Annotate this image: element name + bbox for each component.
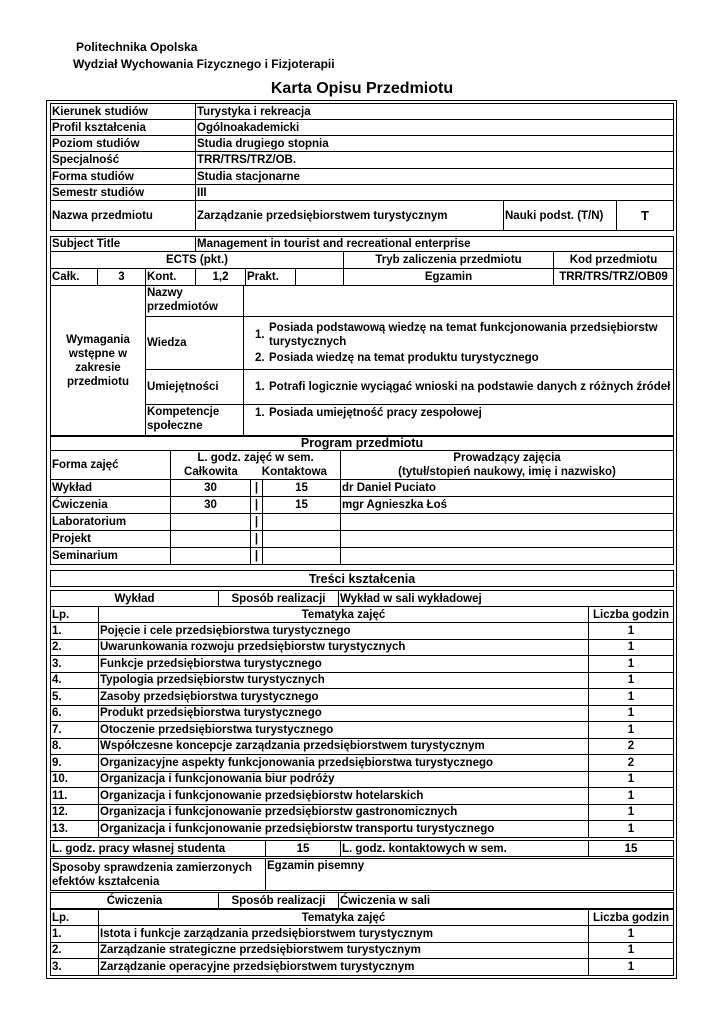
hours-total: [171, 531, 251, 548]
topic-hours: 1: [589, 804, 674, 821]
lecture-method-label: Sposób realizacji: [219, 591, 339, 607]
table-row: [51, 755, 674, 772]
item-text: Posiada podstawową wiedzę na temat funkcjonowania przedsiębiorstw turystycznych: [269, 322, 658, 348]
exercises-method-value: Ćwiczenia w sali: [339, 893, 674, 909]
lp-header: Lp.: [51, 607, 99, 623]
hours-separator: |: [251, 497, 263, 514]
topic-hours: 1: [589, 656, 674, 673]
hours-contact-label: Kontaktowa: [261, 466, 327, 478]
table-row: [51, 804, 674, 821]
info-label: Poziom studiów: [51, 136, 196, 152]
topic-text: Pojęcie i cele przedsiębiorstwa turystycznego: [99, 623, 589, 640]
lecture-topics-table: [50, 606, 674, 838]
basic-sciences-value: T: [617, 201, 674, 231]
table-row: [51, 705, 674, 722]
topic-lp: 8.: [51, 738, 99, 755]
exam-mode-value: Egzamin: [344, 269, 554, 286]
page-title: Karta Opisu Przedmiotu: [270, 80, 454, 97]
topic-text: Istota i funkcje zarządzania przedsiębiorstwem turystycznym: [99, 926, 589, 943]
teacher-header-line-1: Prowadzący zajęcia: [453, 452, 561, 464]
hours-total: 30: [171, 497, 251, 514]
exercises-label: Ćwiczenia: [51, 893, 219, 909]
topic-text: Uwarunkowania rozwoju przedsiębiorstw turystycznych: [99, 639, 589, 656]
item-number: 1.: [255, 381, 265, 393]
verification-table: [50, 858, 674, 891]
table-row: [51, 722, 674, 739]
knowledge-list: [244, 317, 674, 370]
form-label: Forma zajęć: [51, 451, 171, 480]
info-value: TRR/TRS/TRZ/OB.: [196, 152, 674, 169]
skills-label: Umiejętności: [146, 370, 244, 405]
info-label: Kierunek studiów: [51, 104, 196, 120]
exercises-method-table: [50, 892, 674, 909]
info-row: [51, 120, 674, 136]
table-row: [51, 738, 674, 755]
topic-hours: 1: [589, 639, 674, 656]
ects-header: ECTS (pkt.): [51, 252, 344, 269]
hours-header: [171, 451, 341, 480]
topic-hours: 1: [589, 705, 674, 722]
info-label: Profil kształcenia: [51, 120, 196, 136]
topic-text: Typologia przedsiębiorstw turystycznych: [99, 672, 589, 689]
subject-name-value: Zarządzanie przedsiębiorstwem turystycznym: [196, 201, 504, 231]
ects-total-value: 3: [98, 269, 146, 286]
hours-total: [171, 514, 251, 531]
hours-contact: 15: [263, 480, 341, 497]
program-row: [51, 497, 674, 514]
subject-row: [51, 201, 674, 231]
topic-hours: 2: [589, 755, 674, 772]
program-title: Program przedmiotu: [51, 436, 674, 451]
hours-separator: |: [251, 514, 263, 531]
topic-hours: 1: [589, 722, 674, 739]
hours-separator: |: [251, 480, 263, 497]
topic-text: Funkcje przedsiębiorstwa turystycznego: [99, 656, 589, 673]
topic-hours: 1: [589, 623, 674, 640]
hours-total: [171, 548, 251, 565]
table-row: [51, 942, 674, 959]
exercises-topics-table: [50, 909, 674, 976]
contact-hours-label: L. godz. kontaktowych w sem.: [341, 841, 589, 857]
info-value: Studia stacjonarne: [196, 169, 674, 185]
item-text: Potrafi logicznie wyciągać wnioski na podstawie danych z różnych źródeł: [269, 381, 671, 393]
lecture-method-table: [50, 590, 674, 607]
info-table: [50, 103, 674, 231]
teacher-name: [341, 531, 674, 548]
topic-lp: 5.: [51, 689, 99, 706]
info-value: Ogólnoakademicki: [196, 120, 674, 136]
topic-lp: 1.: [51, 926, 99, 943]
self-work-label: L. godz. pracy własnej studenta: [51, 841, 266, 857]
course-code-value: TRR/TRS/TRZ/OB09: [554, 269, 674, 286]
topic-lp: 2.: [51, 942, 99, 959]
topic-text: Zarządzanie strategiczne przedsiębiorstwem turystycznym: [99, 942, 589, 959]
program-row: [51, 480, 674, 497]
topic-text: Organizacyjne aspekty funkcjonowania przedsiębiorstwa turystycznego: [99, 755, 589, 772]
lp-header: Lp.: [51, 910, 99, 926]
table-row: [51, 926, 674, 943]
topic-hours: 1: [589, 942, 674, 959]
hours-separator: |: [251, 548, 263, 565]
topic-lp: 3.: [51, 656, 99, 673]
topic-text: Organizacja i funkcjonowanie przedsiębiorstw hotelarskich: [99, 788, 589, 805]
course-code-header: Kod przedmiotu: [554, 252, 674, 269]
topic-text: Organizacja i funkcjonowanie przedsiębiorstw gastronomicznych: [99, 804, 589, 821]
university-name: Politechnika Opolska: [76, 40, 198, 54]
form-name: Ćwiczenia: [51, 497, 171, 514]
table-row: [51, 656, 674, 673]
topic-lp: 2.: [51, 639, 99, 656]
knowledge-label: Wiedza: [146, 317, 244, 370]
subject-name-label: Nazwa przedmiotu: [51, 201, 196, 231]
table-row: [51, 672, 674, 689]
topic-hours: 1: [589, 926, 674, 943]
subject-title-label: Subject Title: [51, 237, 196, 252]
topic-text: Organizacja i funkcjonowania biur podróży: [99, 771, 589, 788]
contact-hours-value: 15: [589, 841, 674, 857]
topic-lp: 9.: [51, 755, 99, 772]
prerequisites-table: [50, 285, 674, 437]
competences-item: [245, 406, 672, 420]
competences-label: Kompetencje społeczne: [146, 405, 244, 437]
info-label: Specjalność: [51, 152, 196, 169]
topic-lp: 6.: [51, 705, 99, 722]
program-row: [51, 514, 674, 531]
teacher-name: [341, 514, 674, 531]
hours-header: Liczba godzin: [589, 607, 674, 623]
form-name: Projekt: [51, 531, 171, 548]
topic-text: Zarządzanie operacyjne przedsiębiorstwem turystycznym: [99, 959, 589, 976]
table-row: [51, 639, 674, 656]
table-row: [51, 771, 674, 788]
topic-text: Organizacja i funkcjonowanie przedsiębiorstw transportu turystycznego: [99, 821, 589, 838]
topic-hours: 1: [589, 672, 674, 689]
faculty-name: Wydział Wychowania Fizycznego i Fizjoterapii: [73, 57, 335, 71]
topic-hours: 1: [589, 788, 674, 805]
info-row: [51, 104, 674, 120]
subject-names-value: [244, 286, 674, 317]
ects-practical-value: [296, 269, 344, 286]
knowledge-item: [245, 351, 672, 365]
topic-lp: 3.: [51, 959, 99, 976]
info-value: Studia drugiego stopnia: [196, 136, 674, 152]
competences-list: [244, 405, 674, 437]
subject-title-value: Management in tourist and recreational enterprise: [196, 237, 674, 252]
prerequisites-label: Wymagania wstępne w zakresie przedmiotu: [51, 286, 146, 437]
info-value: Turystyka i rekreacja: [196, 104, 674, 120]
topic-lp: 4.: [51, 672, 99, 689]
hours-total: 30: [171, 480, 251, 497]
ects-contact-value: 1,2: [196, 269, 246, 286]
program-row: [51, 548, 674, 565]
topic-text: Otoczenie przedsiębiorstwa turystycznego: [99, 722, 589, 739]
program-table: [50, 435, 674, 565]
topic-header: Tematyka zajęć: [99, 910, 589, 926]
subject-title-table: [50, 236, 674, 252]
topic-hours: 1: [589, 771, 674, 788]
content-title: Treści kształcenia: [51, 571, 674, 587]
topic-lp: 12.: [51, 804, 99, 821]
exam-mode-header: Tryb zaliczenia przedmiotu: [344, 252, 554, 269]
ects-total-label: Całk.: [51, 269, 98, 286]
item-number: 1.: [255, 329, 265, 341]
teacher-header-line-2: (tytuł/stopień naukowy, imię i nazwisko): [398, 466, 616, 478]
topic-text: Produkt przedsiębiorstwa turystycznego: [99, 705, 589, 722]
topic-lp: 10.: [51, 771, 99, 788]
topic-lp: 1.: [51, 623, 99, 640]
verification-label: Sposoby sprawdzenia zamierzonych efektów kształcenia: [51, 859, 266, 891]
table-row: [51, 959, 674, 976]
info-label: Semestr studiów: [51, 185, 196, 201]
info-row: [51, 136, 674, 152]
exercises-method-label: Sposób realizacji: [219, 893, 339, 909]
form-name: Seminarium: [51, 548, 171, 565]
topic-hours: 1: [589, 689, 674, 706]
self-work-value: 15: [266, 841, 341, 857]
table-row: [51, 788, 674, 805]
hours-separator: |: [251, 531, 263, 548]
topic-lp: 13.: [51, 821, 99, 838]
content-title-table: [50, 570, 674, 587]
hours-contact: [263, 514, 341, 531]
teacher-name: mgr Agnieszka Łoś: [341, 497, 674, 514]
info-row: [51, 152, 674, 169]
teacher-name: dr Daniel Puciato: [341, 480, 674, 497]
topic-lp: 11.: [51, 788, 99, 805]
ects-table: [50, 251, 674, 286]
hours-contact: [263, 548, 341, 565]
lecture-method-value: Wykład w sali wykładowej: [339, 591, 674, 607]
item-text: Posiada wiedzę na temat produktu turystycznego: [269, 352, 539, 364]
hours-header: Liczba godzin: [589, 910, 674, 926]
item-number: 2.: [255, 352, 265, 364]
hours-contact: [263, 531, 341, 548]
info-row: [51, 169, 674, 185]
info-label: Forma studiów: [51, 169, 196, 185]
topic-header: Tematyka zajęć: [99, 607, 589, 623]
table-row: [51, 689, 674, 706]
ects-contact-label: Kont.: [146, 269, 196, 286]
topic-hours: 1: [589, 821, 674, 838]
info-row: [51, 185, 674, 201]
form-name: Laboratorium: [51, 514, 171, 531]
table-row: [51, 623, 674, 640]
topic-text: Zasoby przedsiębiorstwa turystycznego: [99, 689, 589, 706]
info-value: III: [196, 185, 674, 201]
hours-contact: 15: [263, 497, 341, 514]
knowledge-item: [245, 321, 672, 349]
program-row: [51, 531, 674, 548]
basic-sciences-label: Nauki podst. (T/N): [504, 201, 617, 231]
subject-names-label: Nazwy przedmiotów: [146, 286, 244, 317]
item-number: 1.: [255, 407, 265, 419]
skills-item: [245, 380, 672, 394]
skills-list: [244, 370, 674, 405]
lecture-hours-summary: [50, 840, 674, 857]
table-row: [51, 821, 674, 838]
item-text: Posiada umiejętność pracy zespołowej: [269, 407, 482, 419]
hours-header-title: L. godz. zajęć w sem.: [197, 452, 314, 464]
topic-hours: 2: [589, 738, 674, 755]
verification-value: Egzamin pisemny: [266, 859, 674, 891]
hours-total-label: Całkowita: [184, 466, 238, 478]
topic-lp: 7.: [51, 722, 99, 739]
form-name: Wykład: [51, 480, 171, 497]
topic-hours: 1: [589, 959, 674, 976]
topic-text: Współczesne koncepcje zarządzania przedsiębiorstwem turystycznym: [99, 738, 589, 755]
teacher-header: [341, 451, 674, 480]
teacher-name: [341, 548, 674, 565]
lecture-label: Wykład: [51, 591, 219, 607]
ects-practical-label: Prakt.: [246, 269, 296, 286]
